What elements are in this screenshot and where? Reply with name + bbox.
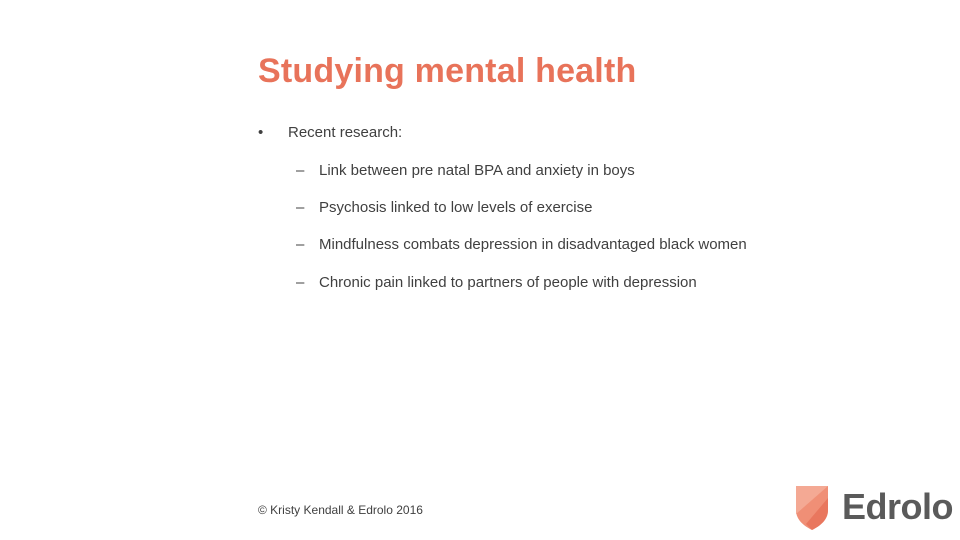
sub-bullet-marker: – [296, 236, 305, 253]
sub-bullet-marker: – [296, 162, 305, 179]
logo-wordmark: Edrolo [842, 486, 953, 527]
shield-icon [794, 484, 830, 532]
copyright-footer: © Kristy Kendall & Edrolo 2016 [258, 503, 423, 517]
sub-bullet-text: Psychosis linked to low levels of exercise [319, 199, 593, 216]
edrolo-logo [794, 484, 954, 534]
slide-title: Studying mental health [258, 52, 637, 90]
bullet-text: Recent research: [288, 124, 403, 141]
sub-bullet-text: Mindfulness combats depression in disadvantaged black women [319, 236, 747, 253]
sub-bullet-text: Link between pre natal BPA and anxiety in boys [319, 162, 635, 179]
sub-bullet-text: Chronic pain linked to partners of people with depression [319, 274, 697, 291]
sub-bullet-marker: – [296, 199, 305, 216]
bullet-marker: • [258, 124, 264, 141]
sub-bullet-marker: – [296, 274, 305, 291]
